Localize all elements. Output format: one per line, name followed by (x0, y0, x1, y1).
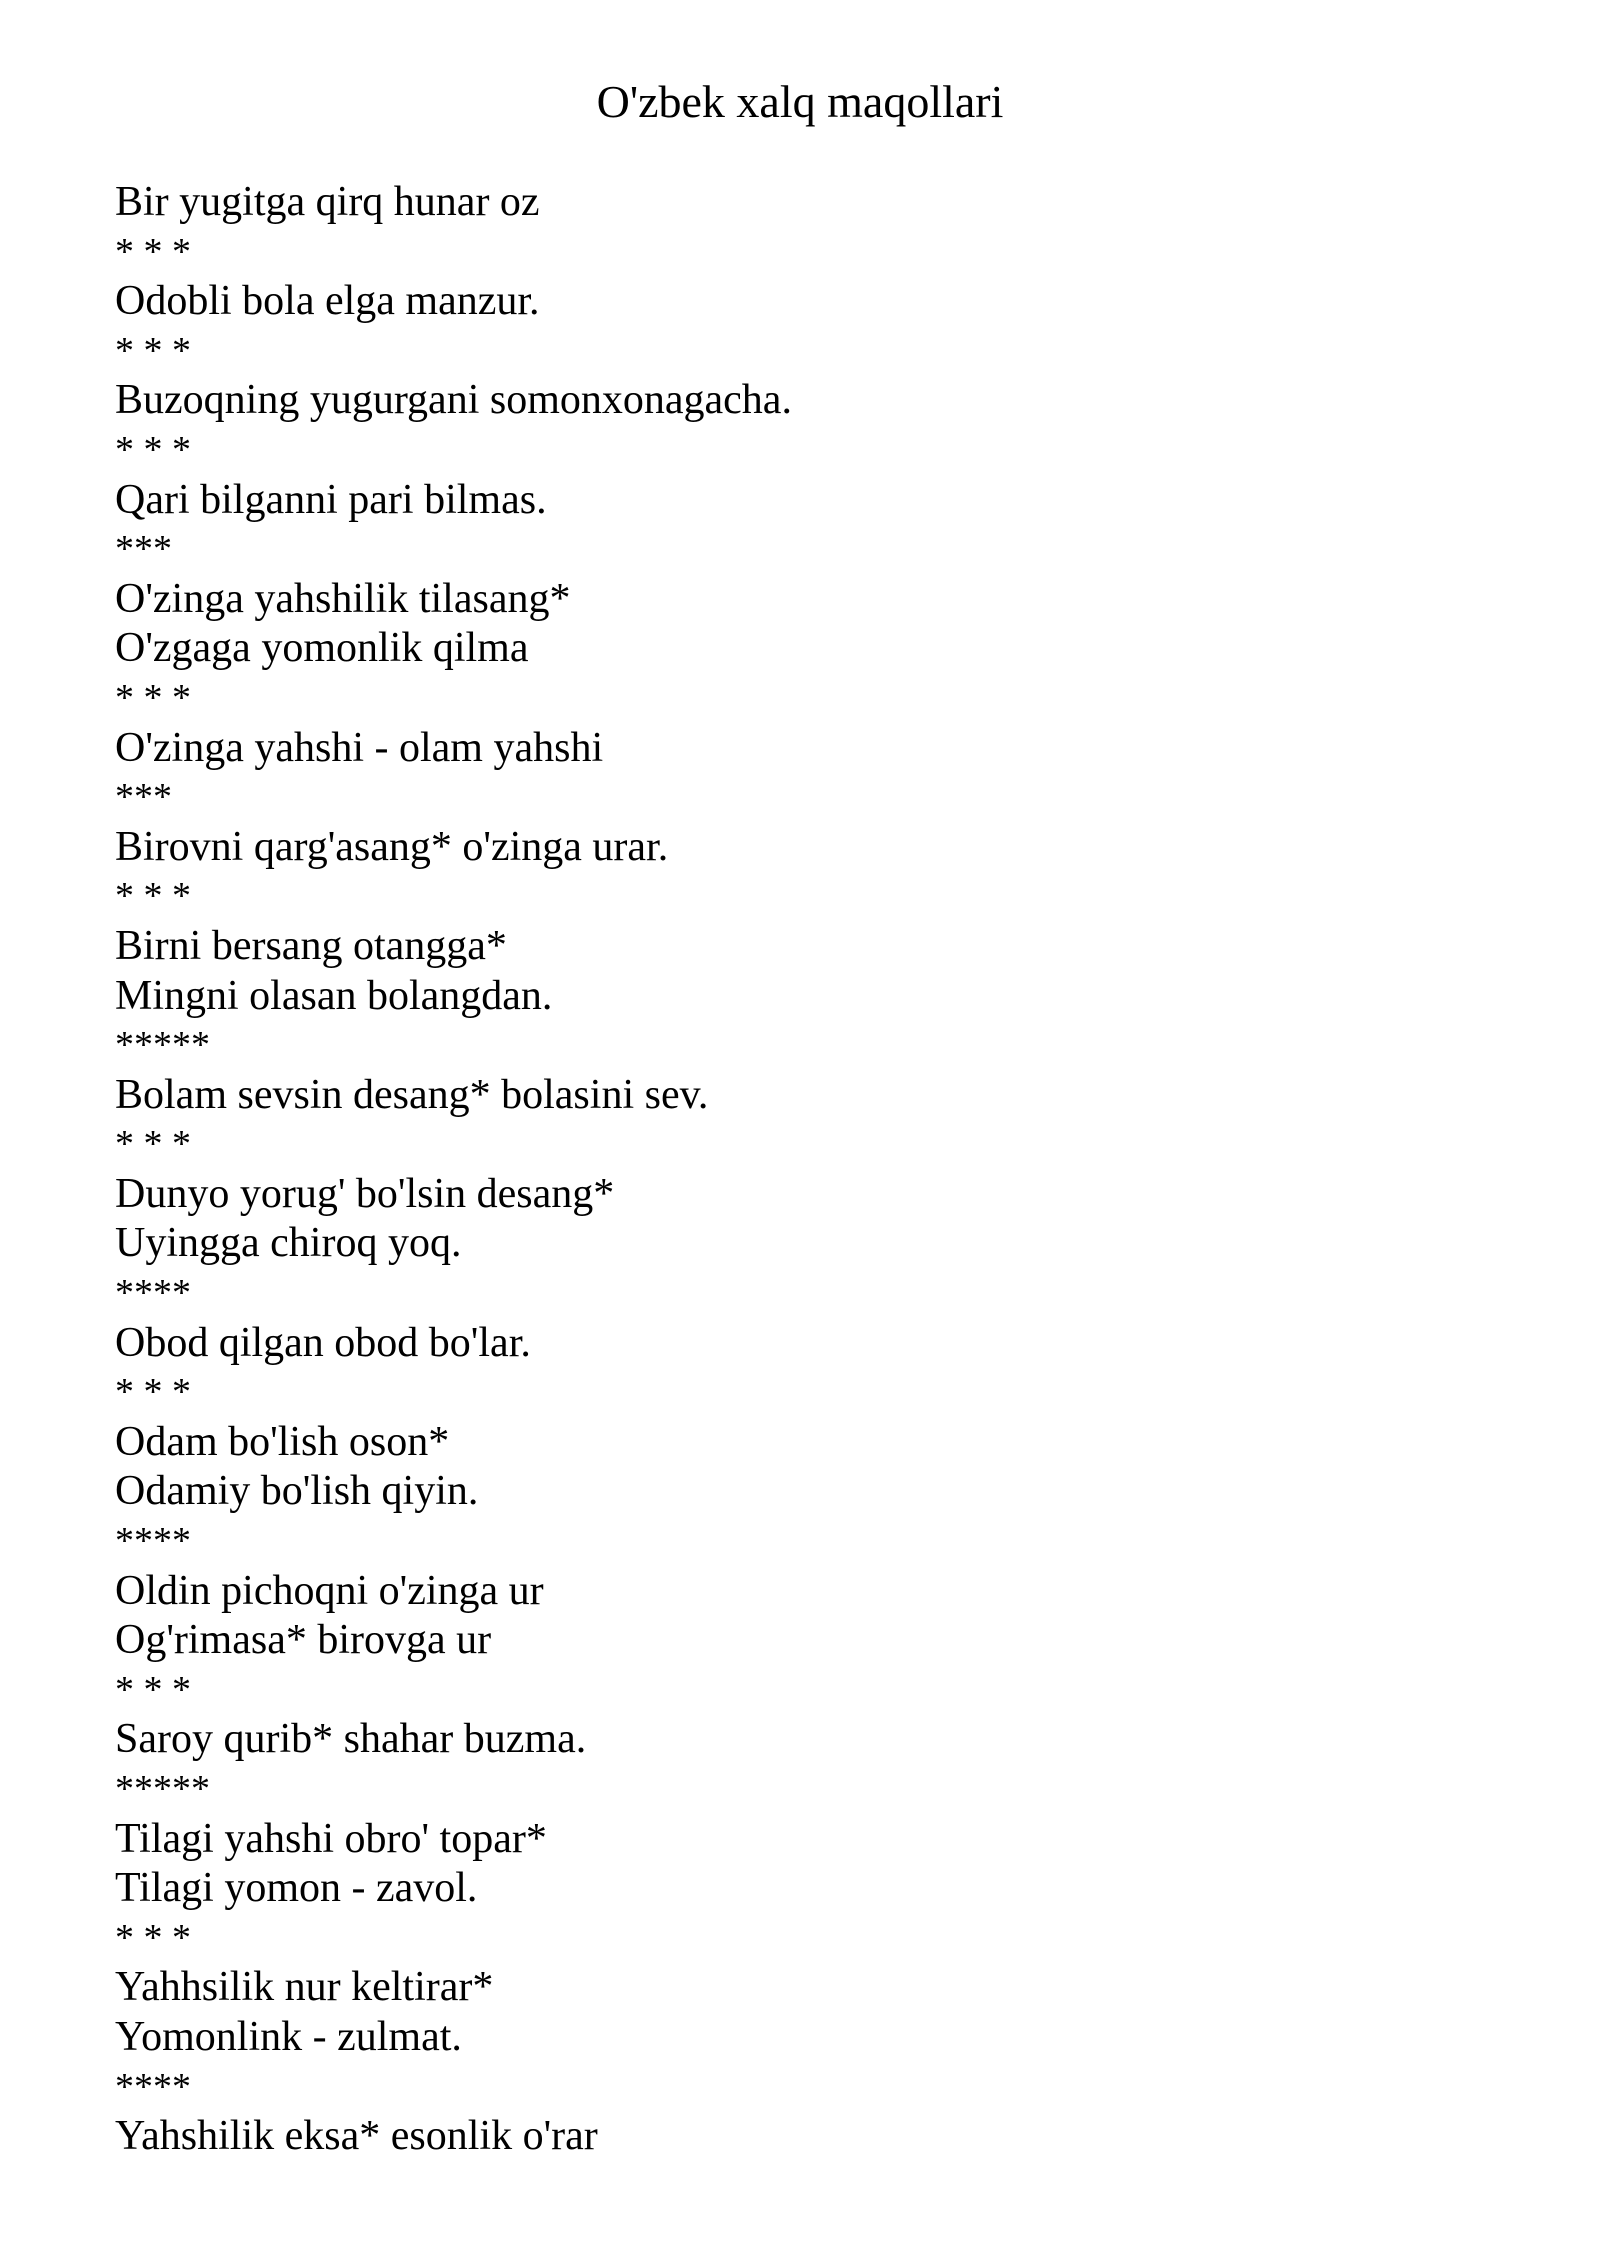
separator-line: **** (115, 1272, 191, 1315)
proverb-line: Obod qilgan obod bo'lar. (115, 1319, 531, 1366)
proverb-line: O'zinga yahshilik tilasang* (115, 575, 571, 622)
proverb-line: Odamiy bo'lish qiyin. (115, 1468, 479, 1515)
proverb-line: Uyingga chiroq yoq. (115, 1220, 462, 1267)
separator-line: * * * (115, 428, 191, 471)
separator-line: * * * (115, 1916, 191, 1959)
separator-line: **** (115, 1520, 191, 1563)
separator-line: * * * (115, 1668, 191, 1711)
proverb-line: Yahshilik eksa* esonlik o'rar (115, 2113, 598, 2160)
proverb-line: O'zgaga yomonlik qilma (115, 625, 529, 672)
separator-line: ***** (115, 1768, 210, 1810)
proverb-line: O'zinga yahshi - olam yahshi (115, 724, 604, 771)
proverb-line: Qari bilganni pari bilmas. (115, 476, 547, 523)
proverb-line: Birovni qarg'asang* o'zinga urar. (115, 823, 669, 870)
proverb-line: Oldin pichoqni o'zinga ur (115, 1567, 544, 1614)
proverb-line: Yahhsilik nur keltirar* (115, 1964, 494, 2011)
separator-line: *** (115, 528, 172, 571)
proverb-line: Tilagi yahshi obro' topar* (115, 1815, 547, 1862)
separator-line: * * * (115, 329, 191, 372)
proverb-line: Dunyo yorug' bo'lsin desang* (115, 1170, 615, 1217)
proverb-list (115, 178, 1515, 2162)
separator-line: * * * (115, 230, 191, 273)
proverb-line: Odam bo'lish oson* (115, 1418, 450, 1465)
proverb-line: Buzoqning yugurgani somonxonagacha. (115, 377, 792, 424)
proverb-line: Odobli bola elga manzur. (115, 278, 540, 325)
separator-line: ***** (115, 1024, 210, 1067)
document-title: O'zbek xalq maqollari (596, 76, 1004, 127)
separator-line: * * * (115, 1123, 191, 1166)
separator-line: * * * (115, 1371, 191, 1414)
proverb-line: Yomonlink - zulmat. (115, 2013, 462, 2060)
separator-line: * * * (115, 875, 191, 918)
proverb-line: Birni bersang otangga* (115, 922, 507, 969)
separator-line: *** (115, 776, 172, 819)
proverb-line: Bolam sevsin desang* bolasini sev. (115, 1071, 709, 1118)
separator-line: **** (115, 2065, 191, 2108)
proverb-line: Tilagi yomon - zavol. (115, 1865, 478, 1912)
separator-line: * * * (115, 676, 191, 719)
proverb-line: Bir yugitga qirq hunar oz (115, 179, 540, 225)
proverb-line: Mingni olasan bolangdan. (115, 972, 553, 1019)
proverb-line: Saroy qurib* shahar buzma. (115, 1716, 587, 1763)
proverb-line: Og'rimasa* birovga ur (115, 1617, 492, 1664)
